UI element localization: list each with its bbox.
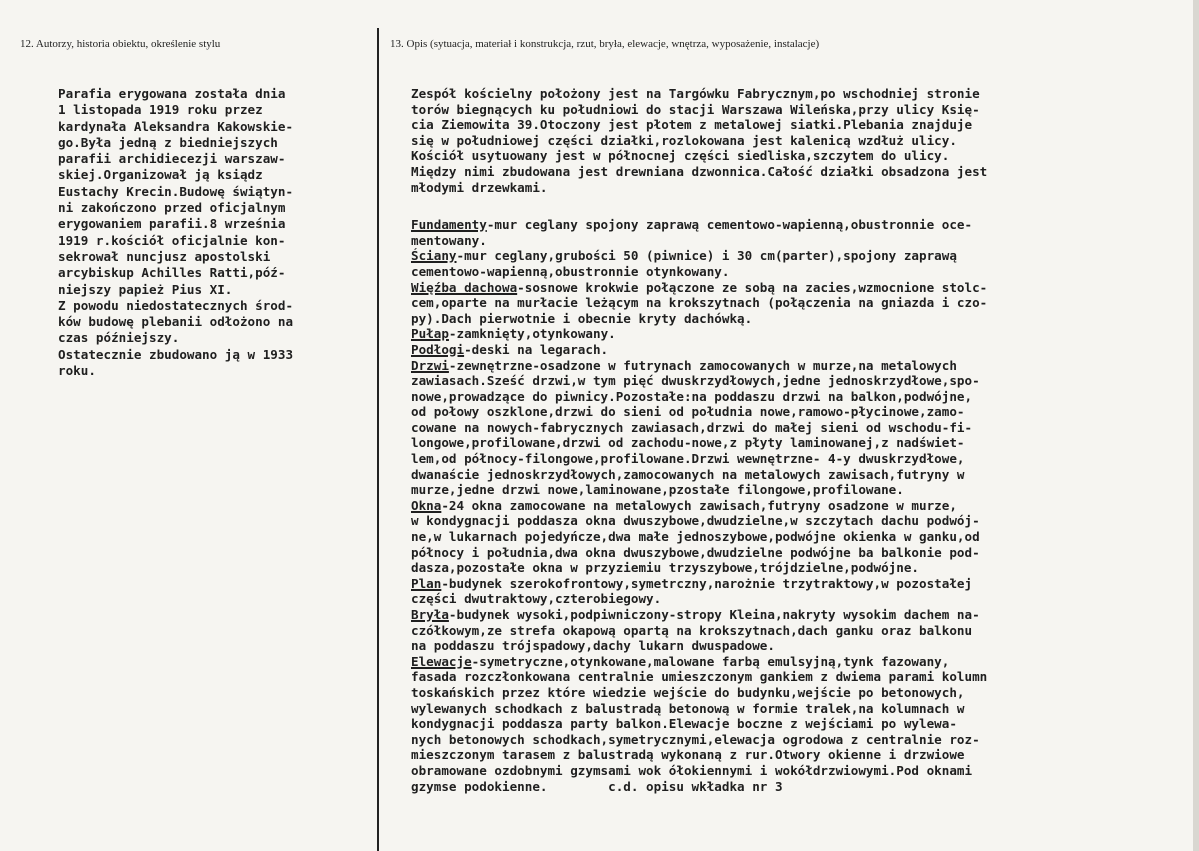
text-line: sekrował nuncjusz apostolski bbox=[58, 248, 271, 264]
right-column-header: 13. Opis (sytuacja, materiał i konstrukcja, rzut, bryła, elewacje, wnętrza, wyposażenie, instalacje) bbox=[390, 38, 820, 50]
text-line bbox=[411, 638, 1193, 654]
section-text: longowe,profilowane,drzwi od zachodu-nowe,z płyty laminowanej,z nadświet- bbox=[411, 435, 965, 451]
section-text: cowane na nowych-fabrycznych zawiasach,drzwi do małej sieni od wschodu-fi- bbox=[411, 419, 973, 435]
text-line: Kościół usytuowany jest w północnej części siedliska,szczytem do ulicy. bbox=[411, 148, 950, 164]
section-text: gzymse podokienne. c.d. opisu wkładka nr 3 bbox=[411, 778, 783, 794]
text-line bbox=[411, 545, 1193, 561]
text-line: arcybiskup Achilles Ratti,póź- bbox=[58, 265, 286, 281]
section-text: nych betonowych schodkach,symetrycznymi,elewacja ogrodowa z centralnie roz- bbox=[411, 731, 980, 747]
section-label: Okna bbox=[411, 497, 442, 513]
section-text: lem,od północy-filongowe,profilowane.Drzwi wewnętrzne- 4-y dwuskrzydłowe, bbox=[411, 451, 965, 467]
text-line bbox=[411, 404, 1193, 420]
text-line: torów biegnących ku południowi do stacji Warszawa Wileńska,przy ulicy Księ- bbox=[411, 101, 980, 117]
text-line: Parafia erygowana została dnia bbox=[58, 86, 286, 101]
text-line bbox=[411, 654, 1193, 670]
text-line: roku. bbox=[58, 363, 96, 379]
text-line bbox=[411, 732, 1193, 748]
section-block bbox=[411, 607, 1193, 654]
text-line: erygowaniem parafii.8 września bbox=[58, 216, 286, 232]
section-text: fasada rozczłonkowana centralnie umieszczonym gankiem z dwiema parami kolumn bbox=[411, 669, 988, 685]
section-text: cem,oparte na murłacie leżącym na krokszytnach (połączenia na gniazda i czo- bbox=[411, 295, 988, 311]
section-block bbox=[411, 576, 1193, 607]
text-line bbox=[411, 280, 1193, 296]
text-line bbox=[411, 217, 1193, 233]
section-text: murze,jedne drzwi nowe,laminowane,pzostałe filongowe,profilowane. bbox=[411, 482, 904, 498]
text-line: kardynała Aleksandra Kakowskie- bbox=[58, 118, 294, 134]
section-text: -mur ceglany spojony zaprawą cementowo-wapienną,obustronnie oce- bbox=[486, 217, 973, 233]
section-text: -budynek wysoki,podpiwniczony-stropy Kleina,nakryty wysokim dachem na- bbox=[448, 607, 980, 622]
section-block bbox=[411, 498, 1193, 576]
section-label: Fundamenty bbox=[411, 217, 487, 233]
text-line bbox=[411, 373, 1193, 389]
text-line bbox=[411, 358, 1193, 374]
section-text: czółkowym,ze strefa okapową opartą na krokszytnach,dach ganku oraz balkonu bbox=[411, 622, 973, 638]
text-line bbox=[411, 435, 1193, 451]
text-line: niejszy papież Pius XI. bbox=[58, 281, 233, 297]
section-block bbox=[411, 326, 1193, 342]
section-text: mieszczonym tarasem z balustradą wykonaną z rur.Otwory okienne i drzwiowe bbox=[411, 747, 965, 763]
section-text: -symetryczne,otynkowane,malowane farbą emulsyjną,tynk fazowany, bbox=[471, 653, 950, 669]
text-line bbox=[411, 779, 1193, 795]
text-line bbox=[411, 326, 1193, 342]
text-line bbox=[411, 248, 1193, 264]
section-text: -budynek szerokofrontowy,symetrczny,narożnie trzytraktowy,w pozostałej bbox=[441, 575, 973, 591]
section-block bbox=[411, 654, 1193, 794]
text-line: 1 listopada 1919 roku przez bbox=[58, 102, 263, 118]
text-line bbox=[411, 467, 1193, 483]
text-line bbox=[411, 763, 1193, 779]
history-text bbox=[58, 86, 374, 379]
text-line bbox=[411, 591, 1193, 607]
text-line bbox=[411, 607, 1193, 623]
section-text: -24 okna zamocowane na metalowych zawisach,futryny osadzone w murze, bbox=[441, 497, 957, 513]
scan-edge bbox=[1193, 0, 1199, 851]
text-line bbox=[411, 716, 1193, 732]
text-line: Ostatecznie zbudowano ją w 1933 bbox=[58, 346, 294, 362]
section-text: na poddaszu trójspadowy,dachy lukarn dwuspadowe. bbox=[411, 638, 775, 654]
text-line: się w południowej części działki,rozlokowana jest kalenicą wzdłuż ulicy. bbox=[411, 132, 957, 148]
section-block bbox=[411, 248, 1193, 279]
section-block bbox=[411, 342, 1193, 358]
text-line: ków budowę plebanii odłożono na bbox=[58, 314, 294, 330]
section-text: ne,w lukarnach pojedyńcze,dwa małe jednoszybowe,podwójne okienka w ganku,od bbox=[411, 529, 980, 545]
text-line bbox=[411, 389, 1193, 405]
text-line bbox=[411, 747, 1193, 763]
text-line bbox=[411, 482, 1193, 498]
text-line: cia Ziemowita 39.Otoczony jest płotem z metalowej siatki.Plebania znajduje bbox=[411, 117, 973, 133]
section-text: -sosnowe krokwie połączone ze sobą na zacies,wzmocnione stolc- bbox=[517, 279, 988, 295]
text-line: Między nimi zbudowana jest drewniana dzwonnica.Całość działki obsadzona jest bbox=[411, 163, 988, 179]
left-column-header: 12. Autorzy, historia obiektu, określenie stylu bbox=[20, 38, 221, 50]
text-line: ni zakończono przed oficjalnym bbox=[58, 200, 286, 216]
spacer bbox=[411, 195, 1193, 217]
text-line: młodymi drzewkami. bbox=[411, 179, 548, 195]
section-text: dwanaście jednoskrzydłowych,zamocowanych na metalowych zawisach,futryny w bbox=[411, 466, 965, 482]
section-text: -deski na legarach. bbox=[464, 341, 609, 357]
section-text: -zamknięty,otynkowany. bbox=[448, 326, 616, 342]
text-line: 1919 r.kościół oficjalnie kon- bbox=[58, 232, 286, 248]
text-line bbox=[411, 669, 1193, 685]
section-label: Bryła bbox=[411, 607, 449, 622]
section-text: mentowany. bbox=[411, 232, 487, 248]
text-line bbox=[411, 701, 1193, 717]
text-line bbox=[411, 513, 1193, 529]
section-label: Plan bbox=[411, 575, 442, 591]
text-line: skiej.Organizował ją ksiądz bbox=[58, 167, 263, 183]
section-label: Więźba dachowa bbox=[411, 279, 518, 295]
description-text bbox=[411, 86, 1193, 794]
text-line bbox=[411, 342, 1193, 358]
section-text: północy i południa,dwa okna dwuszybowe,dwudzielne podwójne ba balkonie pod- bbox=[411, 544, 980, 560]
text-line bbox=[411, 264, 1193, 280]
section-block bbox=[411, 280, 1193, 327]
section-text: dasza,pozostałe okna w przyziemiu trzyszybowe,trójdzielne,podwójne. bbox=[411, 560, 919, 576]
text-line bbox=[411, 295, 1193, 311]
section-label: Podłogi bbox=[411, 341, 465, 357]
section-label: Drzwi bbox=[411, 357, 449, 373]
text-line: go.Była jedną z biedniejszych bbox=[58, 134, 278, 150]
section-text: py).Dach pierwotnie i obecnie kryty dachówką. bbox=[411, 310, 753, 326]
text-line bbox=[411, 498, 1193, 514]
text-line bbox=[411, 685, 1193, 701]
section-text: obramowane ozdobnymi gzymsami wok ółokiennymi i wokółdrzwiowymi.Pod oknami bbox=[411, 762, 973, 778]
section-text: w kondygnacji poddasza okna dwuszybowe,dwudzielne,w szczytach dachu podwój- bbox=[411, 513, 980, 529]
section-text: -zewnętrzne-osadzone w futrynach zamocowanych w murze,na metalowych bbox=[448, 357, 957, 373]
section-text: -mur ceglany,grubości 50 (piwnice) i 30 cm(parter),spojony zaprawą bbox=[456, 248, 957, 264]
text-line: czas późniejszy. bbox=[58, 330, 180, 346]
section-list bbox=[411, 217, 1193, 794]
text-line: Zespół kościelny położony jest na Targówku Fabrycznym,po wschodniej stronie bbox=[411, 86, 980, 101]
section-text: części dwutraktowy,czterobiegowy. bbox=[411, 591, 662, 607]
section-text: nowe,prowadzące do piwnicy.Pozostałe:na poddaszu drzwi na balkon,podwójne, bbox=[411, 388, 973, 404]
text-line bbox=[411, 623, 1193, 639]
column-divider bbox=[377, 28, 379, 851]
section-text: toskańskich przez które wiedzie wejście do budynku,wejście po betonowych, bbox=[411, 684, 965, 700]
text-line bbox=[411, 311, 1193, 327]
section-block bbox=[411, 217, 1193, 248]
text-line bbox=[411, 560, 1193, 576]
section-label: Ściany bbox=[411, 248, 457, 264]
section-block bbox=[411, 358, 1193, 498]
section-text: cementowo-wapienną,obustronnie otynkowany. bbox=[411, 263, 730, 279]
text-line: Eustachy Krecin.Budowę świątyn- bbox=[58, 183, 294, 199]
text-line bbox=[411, 576, 1193, 592]
text-line bbox=[411, 529, 1193, 545]
section-label: Pułap bbox=[411, 326, 449, 342]
section-text: kondygnacji poddasza party balkon.Elewacje boczne z wejściami po wylewa- bbox=[411, 716, 957, 732]
section-text: od połowy oszklone,drzwi do sieni od południa nowe,ramowo-płycinowe,zamo- bbox=[411, 404, 965, 420]
text-line: Z powodu niedostatecznych środ- bbox=[58, 297, 294, 313]
text-line: parafii archidiecezji warszaw- bbox=[58, 151, 286, 167]
text-line bbox=[411, 451, 1193, 467]
section-text: zawiasach.Sześć drzwi,w tym pięć dwuskrzydłowych,jedne jednoskrzydłowe,spo- bbox=[411, 373, 980, 389]
text-line bbox=[411, 233, 1193, 249]
intro-block bbox=[411, 86, 1193, 195]
section-label: Elewacje bbox=[411, 653, 472, 669]
section-text: wylewanych schodkach z balustradą betonową w formie tralek,na kolumnach w bbox=[411, 700, 965, 716]
text-line bbox=[411, 420, 1193, 436]
